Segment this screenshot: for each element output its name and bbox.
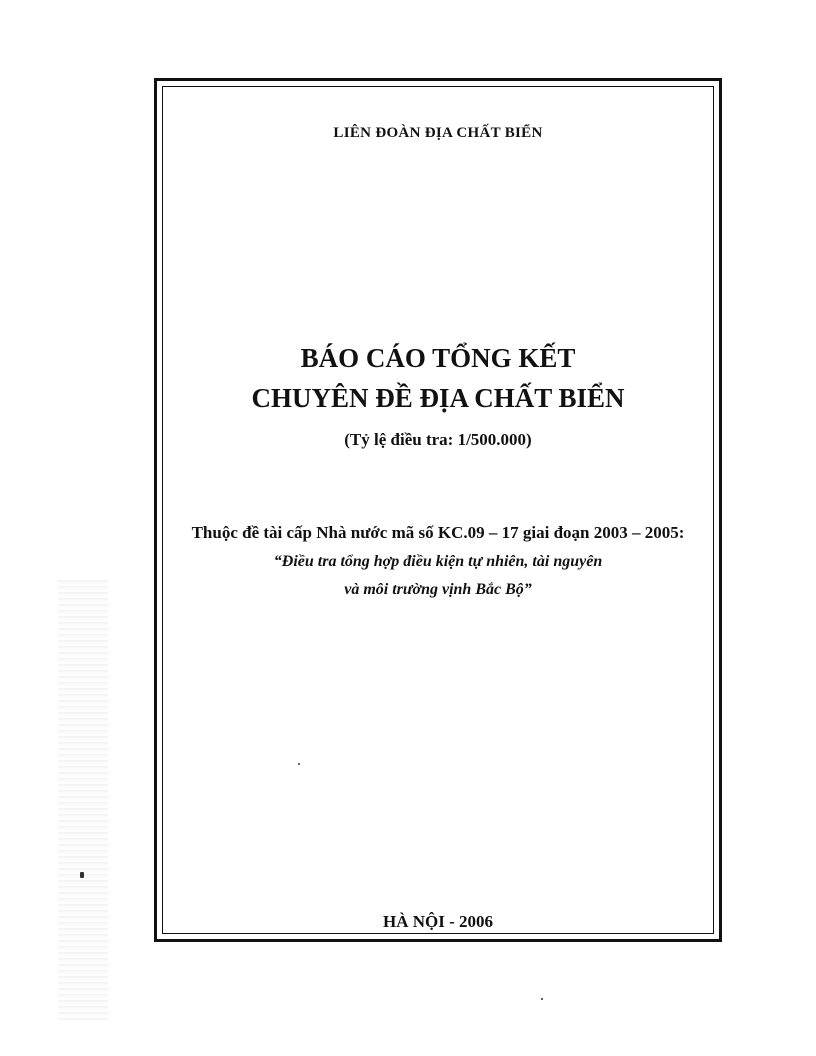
project-title-line-2: và môi trường vịnh Bắc Bộ” (344, 581, 532, 598)
project-code-line: Thuộc đề tài cấp Nhà nước mã số KC.09 – 17 giai đoạn 2003 – 2005: (191, 523, 685, 542)
project-title-line-1: “Điều tra tổng hợp điều kiện tự nhiên, tài nguyên (273, 553, 603, 570)
report-title-line-1: BÁO CÁO TỔNG KẾT (300, 343, 576, 373)
organization-name: LIÊN ĐOÀN ĐỊA CHẤT BIỂN (333, 125, 543, 141)
place-and-year: HÀ NỘI - 2006 (382, 912, 494, 931)
scan-edge-noise (58, 580, 108, 1020)
report-title-line-2: CHUYÊN ĐỀ ĐỊA CHẤT BIỂN (251, 383, 625, 413)
scan-speck (80, 872, 84, 878)
scan-speck (541, 998, 543, 1000)
cover-border-frame (154, 78, 722, 942)
cover-inner-frame (162, 86, 714, 934)
survey-scale-note: (Tỷ lệ điều tra: 1/500.000) (344, 430, 532, 449)
